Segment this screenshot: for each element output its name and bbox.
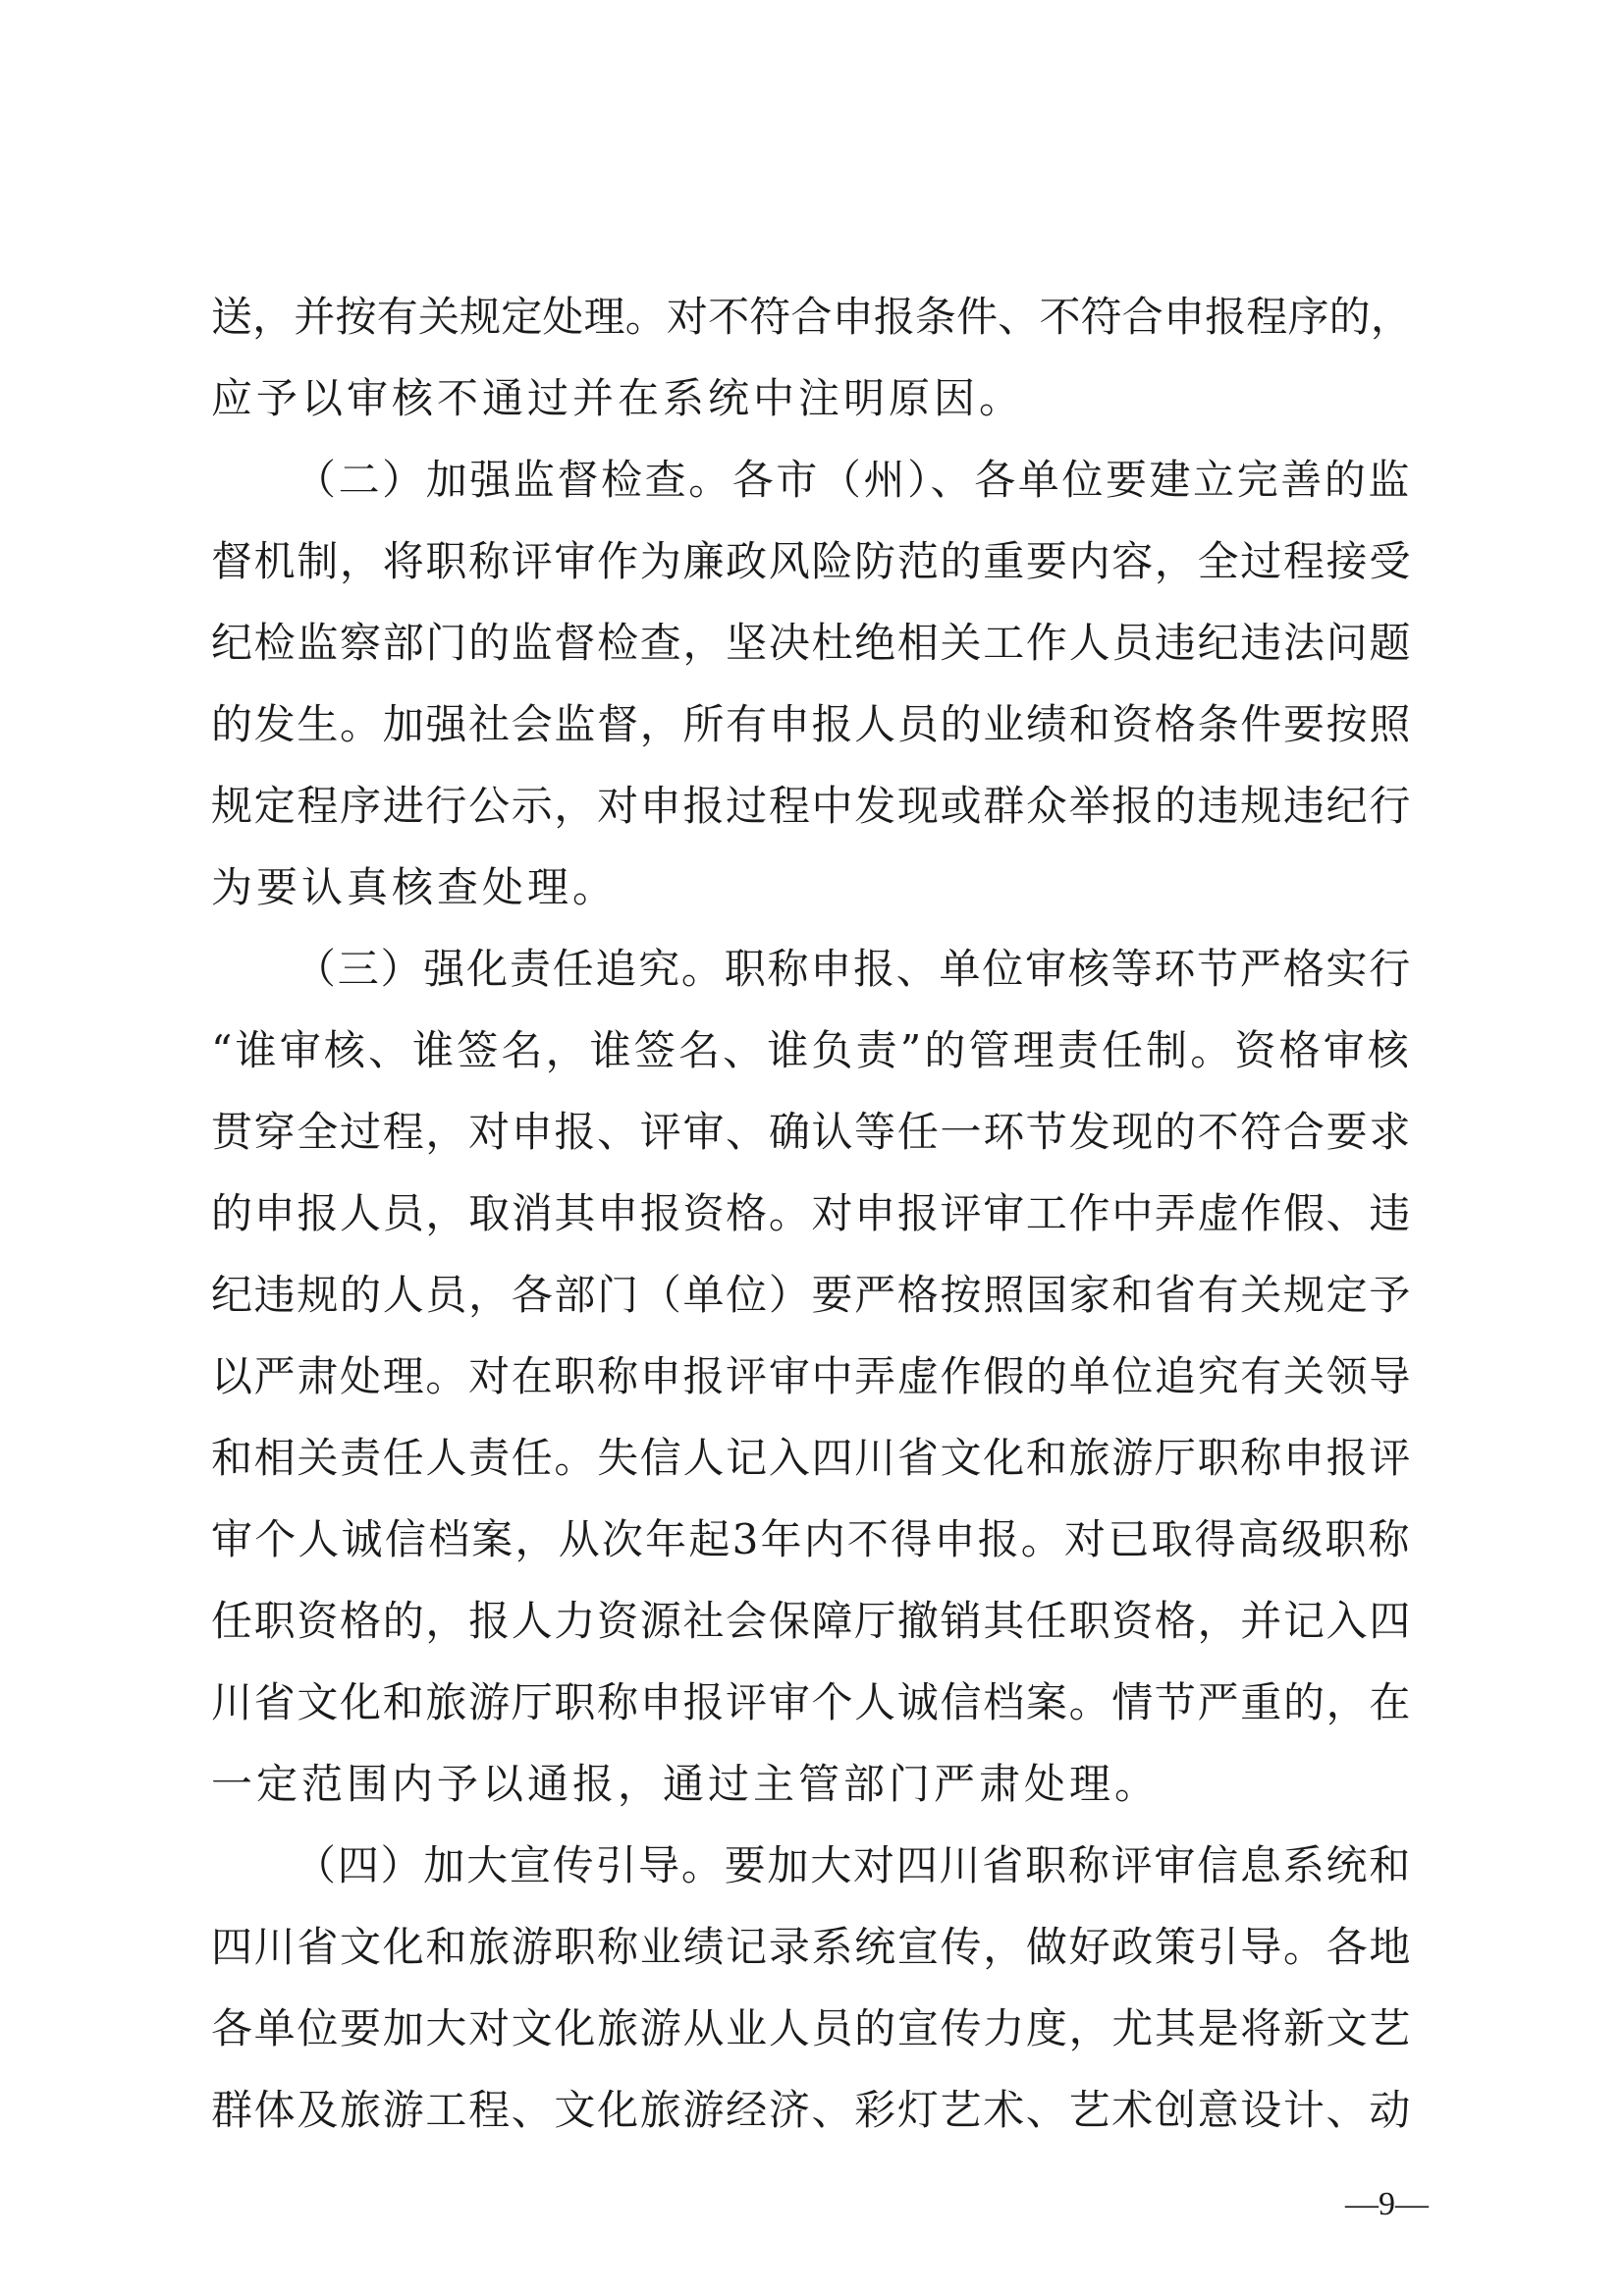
text-line: 纪违规的人员，各部门（单位）要严格按照国家和省有关规定予 xyxy=(211,1271,1413,1319)
text-line: 送，并按有关规定处理。对不符合申报条件、不符合申报程序的， xyxy=(211,293,1413,341)
text-line: 的发生。加强社会监督，所有申报人员的业绩和资格条件要按照 xyxy=(211,700,1413,748)
text-line: 贯穿全过程，对申报、评审、确认等任一环节发现的不符合要求 xyxy=(211,1108,1413,1156)
text-line: 为要认真核查处理。 xyxy=(211,863,619,911)
text-line: 川省文化和旅游厅职称申报评审个人诚信档案。情节严重的，在 xyxy=(211,1678,1413,1726)
text-line: 纪检监察部门的监督检查，坚决杜绝相关工作人员违纪违法问题 xyxy=(211,619,1413,667)
text-line: 一定范围内予以通报，通过主管部门严肃处理。 xyxy=(211,1760,1161,1808)
text-line: 群体及旅游工程、文化旅游经济、彩灯艺术、艺术创意设计、动 xyxy=(211,2086,1413,2134)
text-line: 和相关责任人责任。失信人记入四川省文化和旅游厅职称申报评 xyxy=(211,1434,1413,1482)
text-line: 的申报人员，取消其申报资格。对申报评审工作中弄虚作假、违 xyxy=(211,1189,1413,1237)
text-line: 任职资格的，报人力资源社会保障厅撤销其任职资格，并记入四 xyxy=(211,1597,1413,1645)
section-heading-4: （四）加大宣传引导。要加大对四川省职称评审信息系统和 xyxy=(295,1841,1413,1889)
page-number: —9— xyxy=(1345,2186,1429,2222)
text-line: 各单位要加大对文化旅游从业人员的宣传力度，尤其是将新文艺 xyxy=(211,2004,1413,2052)
text-line: “谁审核、谁签名，谁签名、谁负责”的管理责任制。资格审核 xyxy=(211,1026,1412,1074)
text-line: 应予以审核不通过并在系统中注明原因。 xyxy=(211,374,1025,422)
text-line: 以严肃处理。对在职称申报评审中弄虚作假的单位追究有关领导 xyxy=(211,1352,1413,1400)
text-line: 规定程序进行公示，对申报过程中发现或群众举报的违规违纪行 xyxy=(211,782,1413,830)
section-heading-2: （二）加强监督检查。各市（州）、各单位要建立完善的监 xyxy=(295,456,1413,504)
text-line: 审个人诚信档案，从次年起3年内不得申报。对已取得高级职称 xyxy=(211,1515,1412,1563)
text-line: 四川省文化和旅游职称业绩记录系统宣传，做好政策引导。各地 xyxy=(211,1923,1413,1971)
text-line: 督机制，将职称评审作为廉政风险防范的重要内容，全过程接受 xyxy=(211,537,1413,585)
section-heading-3: （三）强化责任追究。职称申报、单位审核等环节严格实行 xyxy=(295,945,1413,993)
